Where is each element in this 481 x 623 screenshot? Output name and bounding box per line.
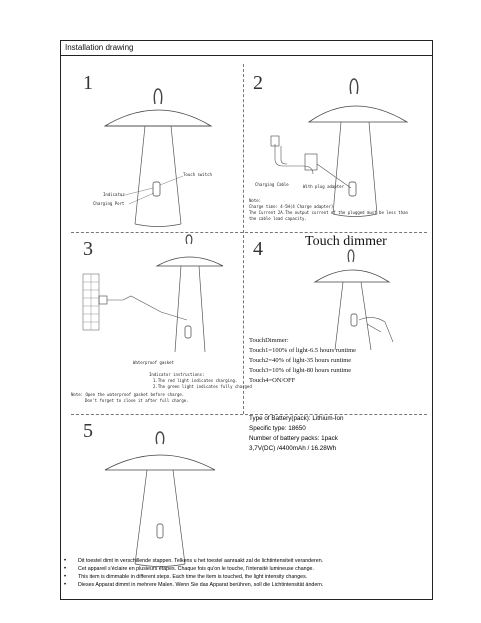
touch-dimmer-illustration [243, 232, 427, 414]
touch-step-3: Touch3=10% of light-80 hours runtime [249, 367, 352, 374]
step-4-panel [243, 232, 427, 414]
label-waterproof-gasket: Waterproof gasket [133, 360, 174, 365]
touch-step-1: Touch1=100% of light-6.5 hours runtime [249, 347, 357, 354]
battery-rating: 3,7V(DC) /4400mAh / 16.28Wh [249, 445, 337, 452]
step-number: 1 [83, 72, 93, 94]
label-touch-switch: Touch switch [183, 172, 212, 177]
note-line: The Current 2A.The output current of the plugged must be less than [249, 210, 408, 215]
note-line: the cable load capacity. [249, 216, 307, 221]
step-number: 2 [253, 72, 263, 94]
note-english: • This item is dimmable in different steps. Each time the item is touched, the light intensity changes. [62, 573, 323, 581]
touch-step-4: Touch4=ON/OFF [249, 377, 296, 384]
step-number: 5 [83, 420, 93, 442]
note-german: • Dieses Apparat dimmt in mehrere Malen. Wenn Sie das Apparat berühren, soll die Lichtintensität ändern. [62, 581, 323, 589]
steps-grid [71, 64, 427, 582]
touch-dimmer-title: Touch dimmer [305, 234, 387, 249]
label-close-gasket-note: Don't forget to close it after full charge. [85, 398, 189, 403]
multilingual-notes [62, 557, 323, 589]
label-red-light: 1.The red light indicates charging. [153, 378, 238, 383]
step-number: 4 [253, 238, 263, 260]
battery-specific-type: Specific type: 18650 [249, 425, 306, 432]
step-2-panel [243, 64, 427, 232]
label-indicator: Indicator [103, 192, 125, 197]
label-charging-port: Charging Port [93, 201, 125, 206]
lamp-illustration [71, 64, 243, 232]
note-line: Note: [249, 198, 262, 203]
note-french: • Cet appareil s'éclaire en plusieurs étapes. Chaque fois qu'on le touche, l'intensité lumineuse change. [62, 565, 323, 573]
label-green-light: 2.The green light indicates fully charged [153, 384, 252, 389]
touchdimmer-heading: TouchDimmer: [249, 337, 289, 344]
step-3-panel [71, 232, 252, 414]
touch-step-2: Touch2=40% of light-35 hours runtime [249, 357, 352, 364]
header-bar [61, 41, 432, 56]
step-1-panel [71, 64, 243, 232]
installation-sheet [60, 40, 433, 600]
label-charging-cable: Charging Cable [255, 182, 289, 187]
label-open-gasket-note: Note: Open the waterproof gasket before charge. [71, 392, 185, 397]
note-line: Charge time: 4-5H(4 Charge adapter) [249, 204, 334, 209]
battery-packs: Number of battery packs: 1pack [249, 435, 338, 442]
step-number: 3 [83, 238, 93, 260]
note-dutch: • Dit toestel dimt in verschillende stappen. Telkens u het toestel aanraakt zal de lichtintensiteit veranderen. [62, 557, 323, 565]
battery-type: Type of Battery(pack): Lithium-Ion [249, 415, 344, 422]
label-usb-plug-adapter: With plug adapter [303, 184, 344, 189]
label-indicator-instructions: Indicator instructions: [149, 372, 205, 377]
page-title: Installation drawing [65, 43, 134, 52]
